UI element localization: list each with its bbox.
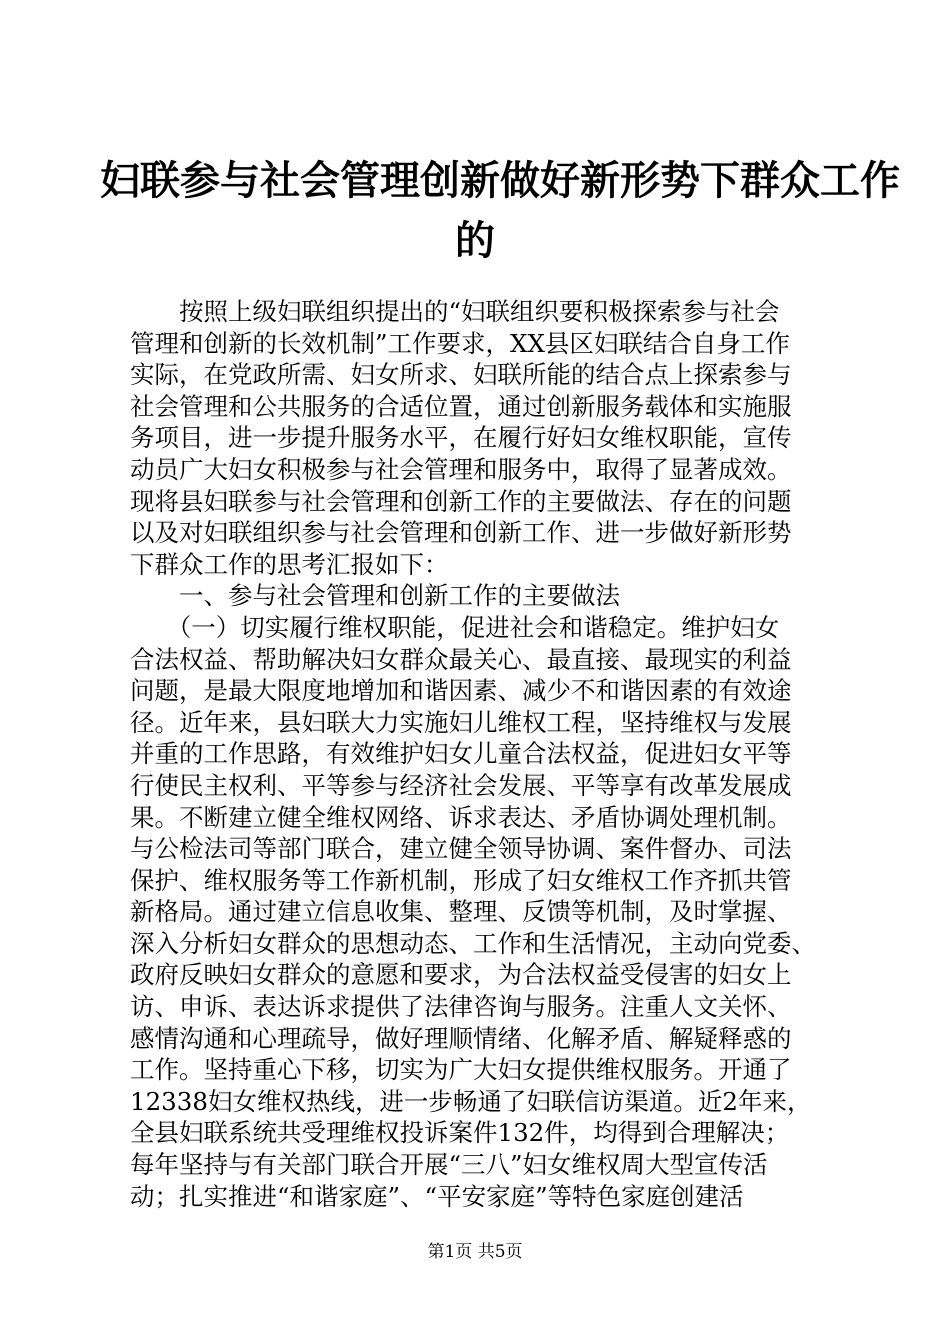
- body-text-line: 与公检法司等部门联合，建立健全领导协调、案件督办、司法: [130, 834, 792, 864]
- body-text-line: 实际，在党政所需、妇女所求、妇联所能的结合点上探索参与: [130, 360, 792, 390]
- body-text-line: 管理和创新的长效机制”工作要求，XX县区妇联结合自身工作: [130, 328, 790, 358]
- body-text-line: 问题，是最大限度地增加和谐因素、减少不和谐因素的有效途: [130, 676, 792, 706]
- page-number-label: 第1页 共5页: [427, 1242, 523, 1262]
- body-text-line: 并重的工作思路，有效维护妇女儿童合法权益，促进妇女平等: [130, 739, 792, 769]
- body-text-line: 务项目，进一步提升服务水平，在履行好妇女维权职能，宣传: [130, 423, 792, 453]
- body-text-line: 按照上级妇联组织提出的“妇联组织要积极探索参与社会: [130, 297, 780, 326]
- body-text-line: 行使民主权利、平等参与经济社会发展、平等享有改革发展成: [130, 770, 792, 800]
- body-text-line: 感情沟通和心理疏导，做好理顺情绪、化解矛盾、解疑释惑的: [130, 1023, 792, 1053]
- document-body: [130, 296, 840, 1212]
- body-text-line: 一、参与社会管理和创新工作的主要做法: [130, 581, 620, 611]
- body-text-line: 合法权益、帮助解决妇女群众最关心、最直接、最现实的利益: [130, 644, 792, 674]
- body-text-line: 社会管理和公共服务的合适位置，通过创新服务载体和实施服: [130, 391, 792, 421]
- body-text-line: 12338妇女维权热线，进一步畅通了妇联信访渠道。近2年来，: [130, 1086, 812, 1116]
- body-text-line: 以及对妇联组织参与社会管理和创新工作、进一步做好新形势: [130, 518, 792, 548]
- body-text-line: 深入分析妇女群众的思想动态、工作和生活情况，主动向党委、: [130, 928, 816, 958]
- document-title-line-1: 妇联参与社会管理创新做好新形势下群众工作: [100, 157, 900, 204]
- page-footer: [0, 1242, 950, 1262]
- body-text-line: 动；扎实推进“和谐家庭”、“平安家庭”等特色家庭创建活: [130, 1181, 744, 1211]
- body-text-line: 下群众工作的思考汇报如下：: [130, 549, 449, 579]
- body-text-line: （一）切实履行维权职能，促进社会和谐稳定。维护妇女: [130, 612, 780, 642]
- body-text-line: 访、申诉、表达诉求提供了法律咨询与服务。注重人文关怀、: [130, 992, 792, 1022]
- body-text-line: 保护、维权服务等工作新机制，形成了妇女维权工作齐抓共管: [130, 865, 792, 895]
- body-text-line: 径。近年来，县妇联大力实施妇儿维权工程，坚持维权与发展: [130, 707, 792, 737]
- body-text-line: 动员广大妇女积极参与社会管理和服务中，取得了显著成效。: [130, 454, 792, 484]
- body-text-line: 新格局。通过建立信息收集、整理、反馈等机制，及时掌握、: [130, 897, 792, 927]
- document-title-line-2: 的: [455, 217, 495, 264]
- body-text-line: 工作。坚持重心下移，切实为广大妇女提供维权服务。开通了: [130, 1055, 792, 1085]
- body-text-line: 现将县妇联参与社会管理和创新工作的主要做法、存在的问题: [130, 486, 792, 516]
- body-text-line: 政府反映妇女群众的意愿和要求，为合法权益受侵害的妇女上: [130, 960, 792, 990]
- body-text-line: 果。不断建立健全维权网络、诉求表达、矛盾协调处理机制。: [130, 802, 792, 832]
- body-text-line: 全县妇联系统共受理维权投诉案件132件，均得到合理解决；: [130, 1118, 790, 1148]
- body-text-line: 每年坚持与有关部门联合开展“三八”妇女维权周大型宣传活: [130, 1150, 768, 1180]
